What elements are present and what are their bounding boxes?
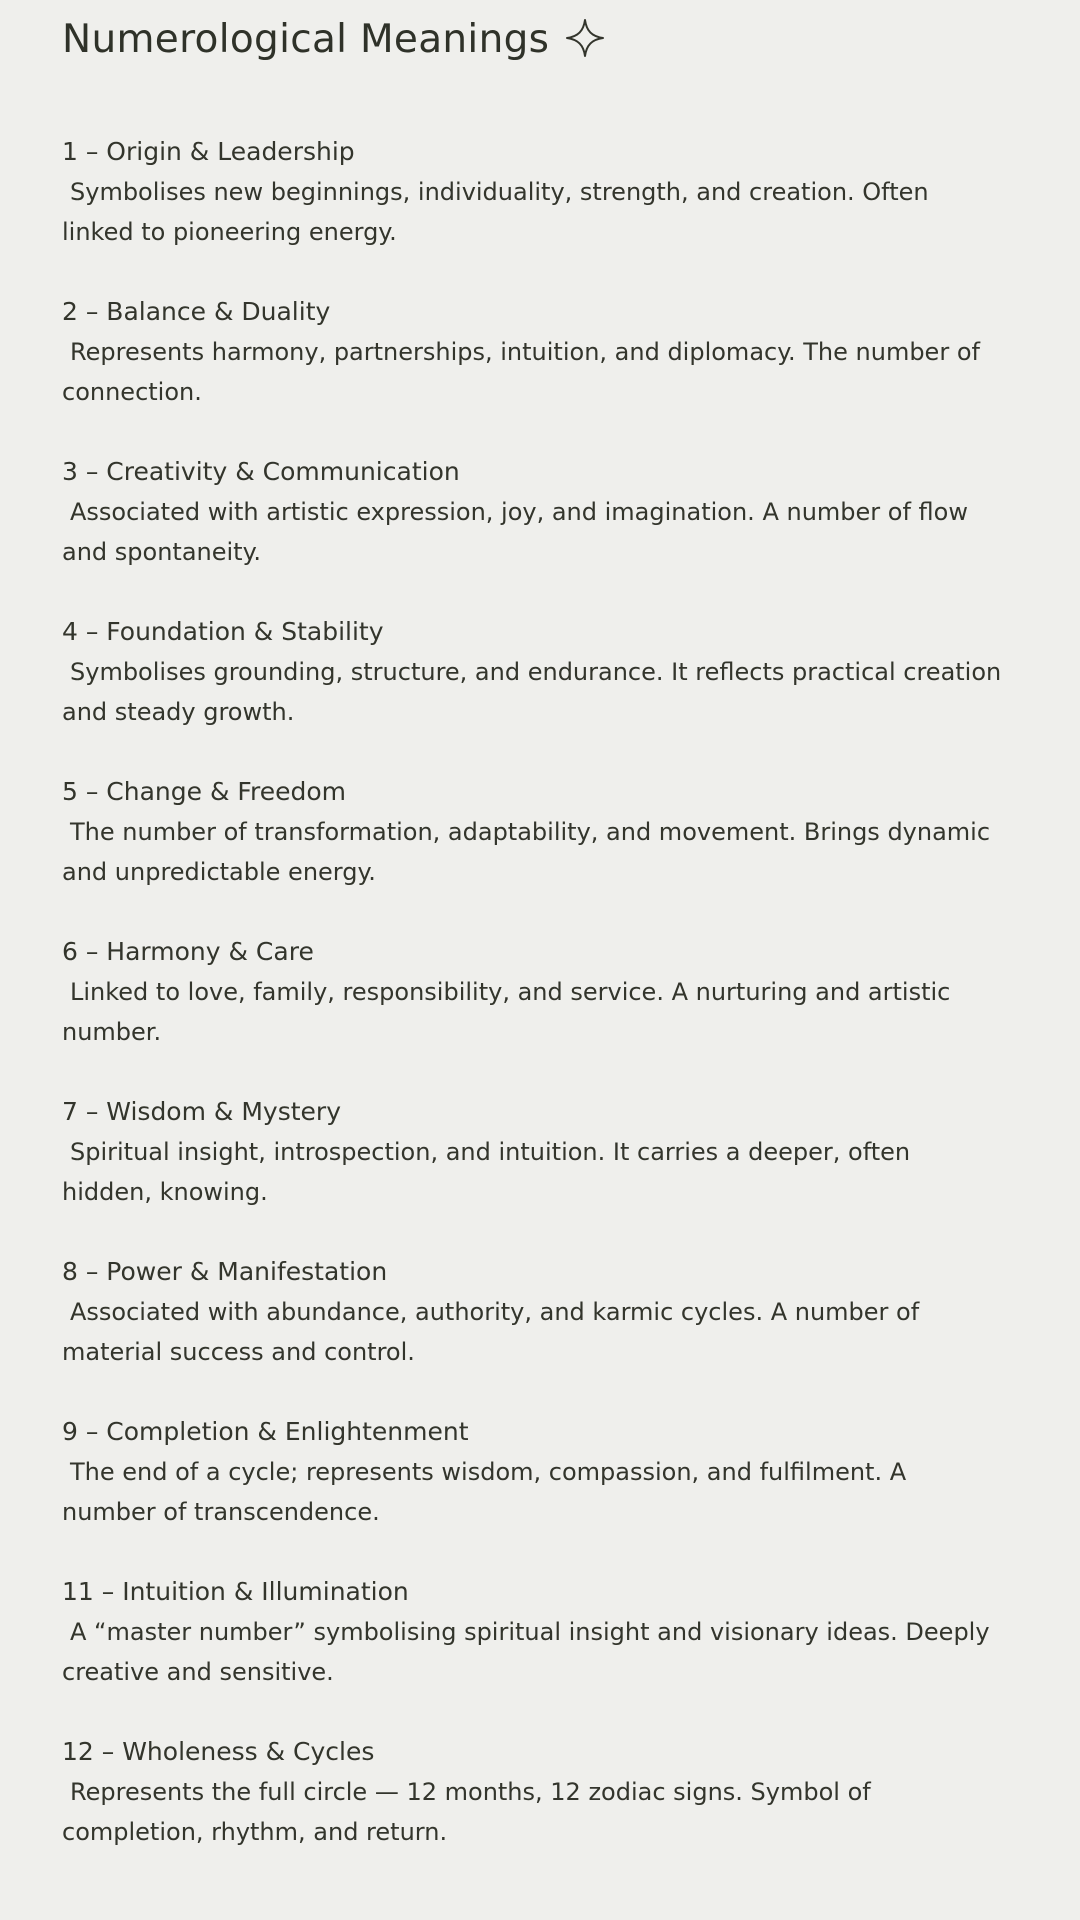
list-item (62, 932, 1002, 1092)
list-item (62, 1732, 1002, 1892)
meanings-list (62, 132, 1002, 1892)
list-item (62, 612, 1002, 772)
entry-heading: 4 – Foundation & Stability (62, 617, 384, 646)
list-item (62, 132, 1002, 292)
entry-description: A “master number” symbolising spiritual insight and visionary ideas. Deeply creative and sensitive. (62, 1618, 990, 1686)
entry-heading: 5 – Change & Freedom (62, 777, 346, 806)
page-title: Numerological Meanings (62, 17, 550, 62)
list-item (62, 1092, 1002, 1252)
list-item (62, 1572, 1002, 1732)
entry-description: Represents harmony, partnerships, intuition, and diplomacy. The number of connection. (62, 338, 980, 406)
entry-heading: 1 – Origin & Leadership (62, 137, 355, 166)
entry-heading: 3 – Creativity & Communication (62, 457, 460, 486)
list-item (62, 772, 1002, 932)
entry-heading: 7 – Wisdom & Mystery (62, 1097, 341, 1126)
entry-description: Symbolises new beginnings, individuality, strength, and creation. Often linked to pioneering energy. (62, 178, 929, 246)
entry-description: Represents the full circle — 12 months, 12 zodiac signs. Symbol of completion, rhythm, and return. (62, 1778, 871, 1846)
entry-heading: 6 – Harmony & Care (62, 937, 314, 966)
sparkle-icon (565, 18, 605, 58)
entry-description: The end of a cycle; represents wisdom, compassion, and fulfilment. A number of transcendence. (62, 1458, 907, 1526)
entry-description: Associated with abundance, authority, and karmic cycles. A number of material success and control. (62, 1298, 920, 1366)
list-item (62, 452, 1002, 612)
entry-description: Linked to love, family, responsibility, and service. A nurturing and artistic number. (62, 978, 951, 1046)
list-item (62, 1412, 1002, 1572)
entry-description: Spiritual insight, introspection, and intuition. It carries a deeper, often hidden, knowing. (62, 1138, 911, 1206)
page-header (62, 14, 605, 66)
entry-heading: 2 – Balance & Duality (62, 297, 331, 326)
list-item (62, 1252, 1002, 1412)
entry-description: Associated with artistic expression, joy, and imagination. A number of flow and spontaneity. (62, 498, 968, 566)
list-item (62, 292, 1002, 452)
entry-heading: 11 – Intuition & Illumination (62, 1577, 409, 1606)
entry-description: Symbolises grounding, structure, and endurance. It reflects practical creation and steady growth. (62, 658, 1002, 726)
entry-heading: 8 – Power & Manifestation (62, 1257, 388, 1286)
entry-heading: 9 – Completion & Enlightenment (62, 1417, 469, 1446)
entry-heading: 12 – Wholeness & Cycles (62, 1737, 375, 1766)
entry-description: The number of transformation, adaptability, and movement. Brings dynamic and unpredictable energy. (62, 818, 991, 886)
